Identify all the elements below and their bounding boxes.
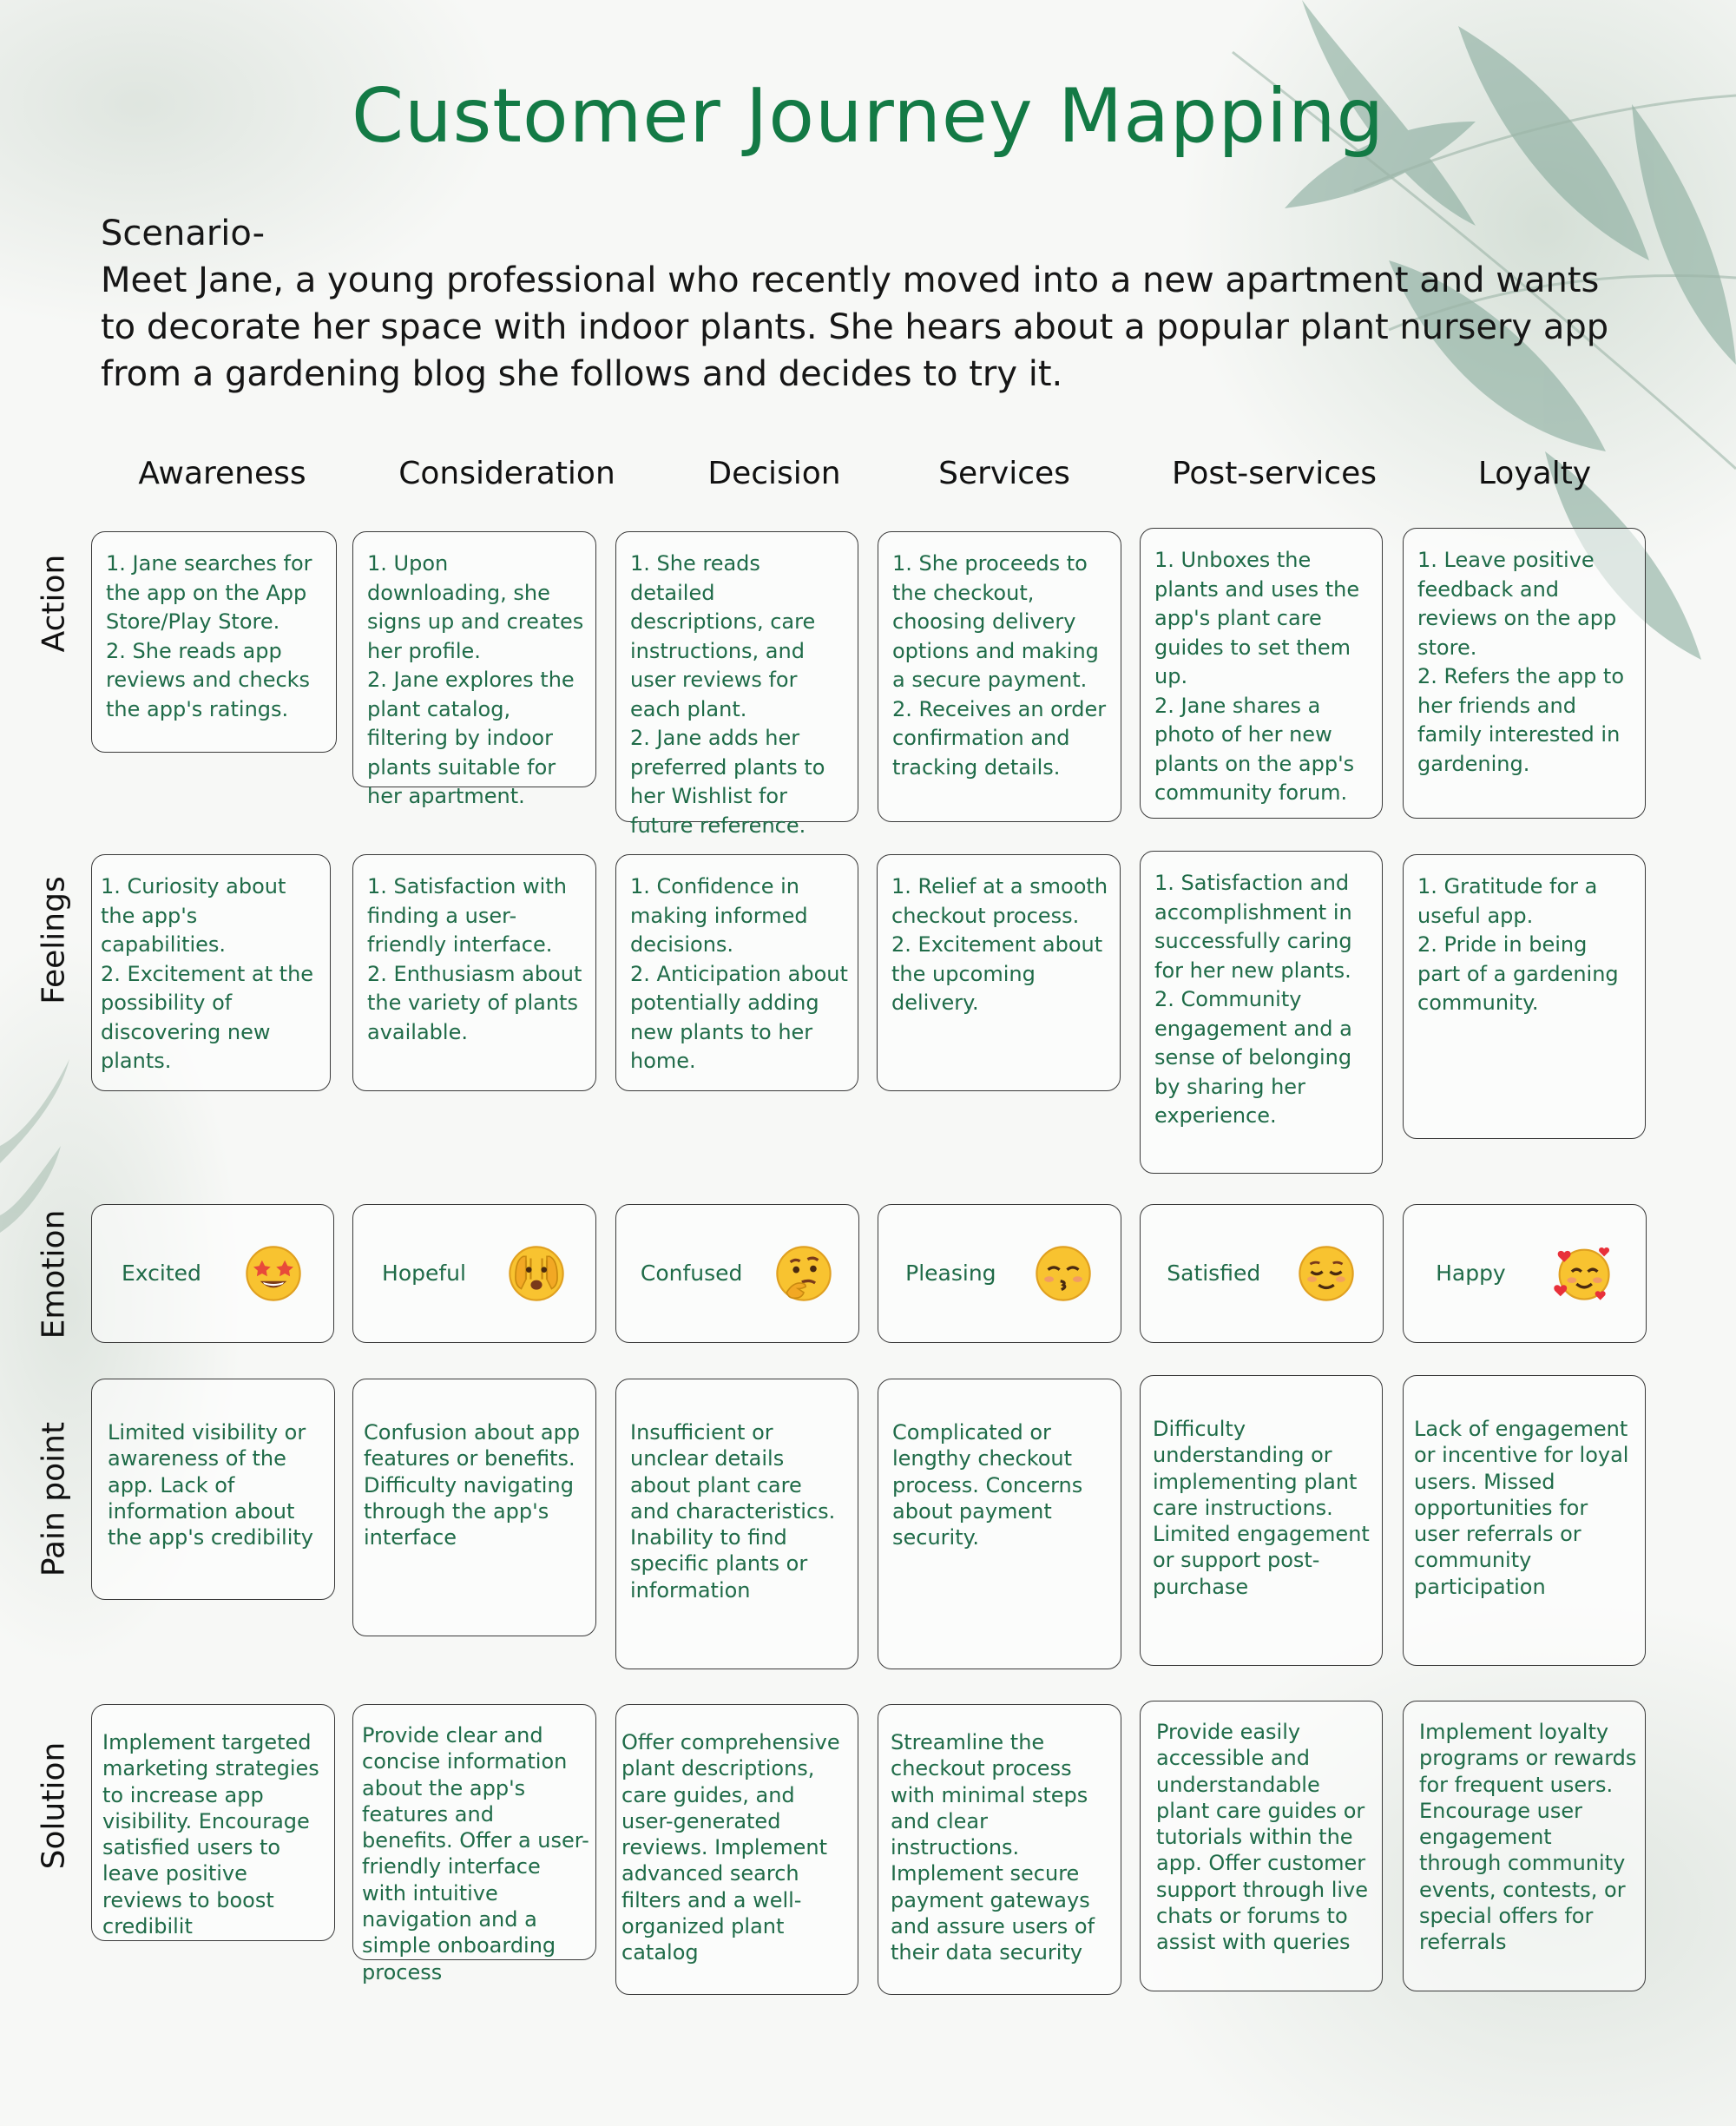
relieved-face-emoji-icon <box>1296 1243 1357 1304</box>
pain-point-card-loyalty: Lack of engagement or incentive for loyal users. Missed opportunities for user referrals or community participation <box>1403 1375 1646 1666</box>
solution-card-decision: Offer comprehensive plant descriptions, care guides, and user-generated reviews. Implement advanced search filters and a well-organized plant catalog <box>615 1704 858 1995</box>
emotion-card-services <box>878 1204 1121 1343</box>
scenario-text: Meet Jane, a young professional who recently moved into a new apartment and wants to decorate her space with indoor plants. She hears about a popular plant nursery app from a gardening blog she follows and decides to try it. <box>101 260 1609 394</box>
emotion-card-awareness <box>91 1204 334 1343</box>
pain-point-card-consideration: Confusion about app features or benefits. Difficulty navigating through the app's interface <box>352 1379 596 1636</box>
solution-card-consideration: Provide clear and concise information about the app's features and benefits. Offer a user-friendly interface with intuitive navigation and a simple onboarding process <box>352 1704 596 1960</box>
page-title: Customer Journey Mapping <box>351 73 1385 160</box>
feelings-card-awareness: 1. Curiosity about the app's capabilities. 2. Excitement at the possibility of discovering new plants. <box>91 854 331 1091</box>
solution-card-services: Streamline the checkout process with minimal steps and clear instructions. Implement secure payment gateways and assure users of their data security <box>878 1704 1121 1995</box>
emotion-card-consideration <box>352 1204 596 1343</box>
action-card-loyalty: 1. Leave positive feedback and reviews on the app store. 2. Refers the app to her friends and family interested in gardening. <box>1403 528 1646 819</box>
smiling-face-with-hearts-emoji-icon <box>1553 1243 1614 1304</box>
stage-header-services: Services <box>938 456 1070 491</box>
emotion-label: Hopeful <box>382 1260 466 1287</box>
pain-point-card-post-services: Difficulty understanding or implementing plant care instructions. Limited engagement or support post-purchase <box>1140 1375 1383 1666</box>
action-card-decision: 1. She reads detailed descriptions, care instructions, and user reviews for each plant. 2. Jane adds her preferred plants to her Wishlist for future reference. <box>615 531 858 822</box>
scenario-block <box>101 210 1611 398</box>
emotion-label: Pleasing <box>905 1260 996 1287</box>
stage-header-consideration: Consideration <box>398 456 615 491</box>
action-card-post-services: 1. Unboxes the plants and uses the app's plant care guides to set them up. 2. Jane shares a photo of her new plants on the app's community forum. <box>1140 528 1383 819</box>
feelings-card-decision: 1. Confidence in making informed decisions. 2. Anticipation about potentially adding new plants to her home. <box>615 854 858 1091</box>
solution-card-loyalty: Implement loyalty programs or rewards for frequent users. Encourage user engagement through community events, contests, or special offers for referrals <box>1403 1701 1646 1991</box>
feelings-card-loyalty: 1. Gratitude for a useful app. 2. Pride in being part of a gardening community. <box>1403 854 1646 1139</box>
action-card-consideration: 1. Upon downloading, she signs up and creates her profile. 2. Jane explores the plant catalog, filtering by indoor plants suitable for her apartment. <box>352 531 596 787</box>
scenario-heading: Scenario- <box>101 214 266 253</box>
action-card-services: 1. She proceeds to the checkout, choosing delivery options and making a secure payment. 2. Receives an order confirmation and tracking details. <box>878 531 1121 822</box>
emotion-label: Happy <box>1436 1260 1506 1287</box>
emotion-label: Excited <box>122 1260 201 1287</box>
solution-card-awareness: Implement targeted marketing strategies to increase app visibility. Encourage satisfied users to leave positive reviews to boost credibilit <box>91 1704 335 1941</box>
face-peeking-emoji-icon <box>506 1243 567 1304</box>
stage-header-loyalty: Loyalty <box>1477 456 1592 491</box>
solution-card-post-services: Provide easily accessible and understandable plant care guides or tutorials within the app. Offer customer support through live chats or forums to assist with queries <box>1140 1701 1383 1991</box>
emotion-card-decision <box>615 1204 859 1343</box>
emotion-label: Confused <box>640 1260 743 1287</box>
action-card-awareness: 1. Jane searches for the app on the App Store/Play Store. 2. She reads app reviews and checks the app's ratings. <box>91 531 337 753</box>
kissing-face-emoji-icon <box>1033 1243 1094 1304</box>
pain-point-card-decision: Insufficient or unclear details about plant care and characteristics. Inability to find specific plants or information <box>615 1379 858 1669</box>
feelings-card-post-services: 1. Satisfaction and accomplishment in successfully caring for her new plants. 2. Community engagement and a sense of belonging by sharing her experience. <box>1140 851 1383 1174</box>
stage-header-decision: Decision <box>707 456 841 491</box>
emotion-card-post-services <box>1140 1204 1384 1343</box>
pain-point-card-services: Complicated or lengthy checkout process. Concerns about payment security. <box>878 1379 1121 1669</box>
emotion-label: Satisfied <box>1167 1260 1261 1287</box>
stage-header-awareness: Awareness <box>138 456 306 491</box>
thinking-face-emoji-icon <box>773 1243 834 1304</box>
feelings-card-consideration: 1. Satisfaction with finding a user-friendly interface. 2. Enthusiasm about the variety of plants available. <box>352 854 596 1091</box>
pain-point-card-awareness: Limited visibility or awareness of the app. Lack of information about the app's credibility <box>91 1379 335 1600</box>
star-struck-emoji-icon <box>243 1243 304 1304</box>
emotion-card-loyalty <box>1403 1204 1647 1343</box>
feelings-card-services: 1. Relief at a smooth checkout process. 2. Excitement about the upcoming delivery. <box>877 854 1121 1091</box>
stage-header-post-services: Post-services <box>1171 456 1378 491</box>
